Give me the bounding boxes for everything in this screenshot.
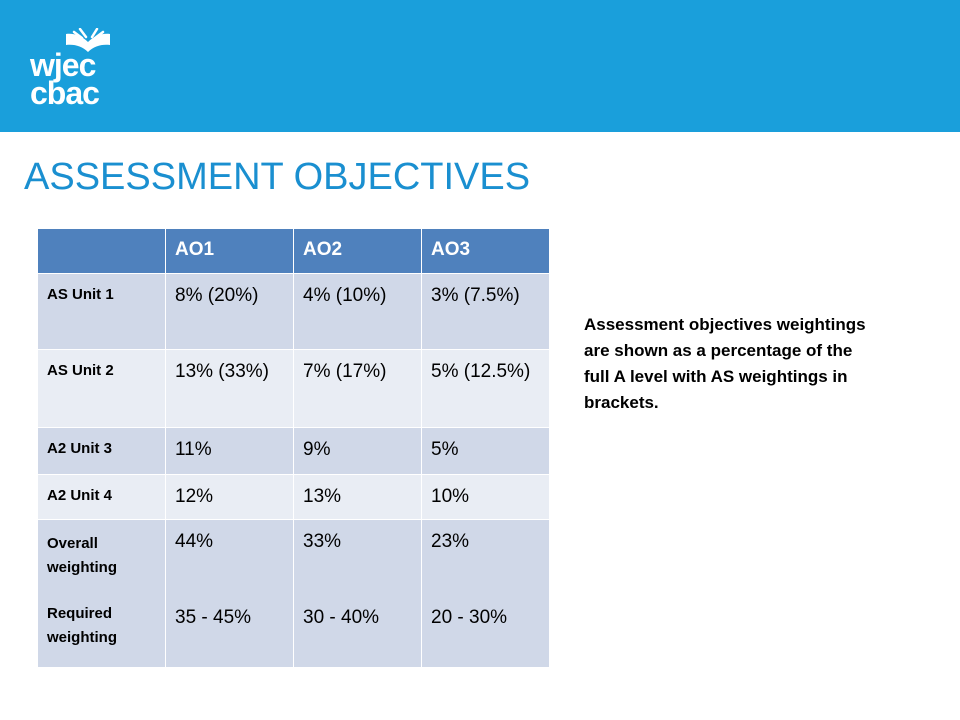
table-row <box>38 475 550 520</box>
row-label: A2 Unit 3 <box>38 428 166 475</box>
table-cell: 7% (17%) <box>294 350 422 428</box>
table-row <box>38 274 550 350</box>
header-cell-ao2: AO2 <box>294 229 422 274</box>
table-cell: 8% (20%) <box>166 274 294 350</box>
table-cell: 10% <box>422 475 550 520</box>
overall-weighting-label: Overall weighting <box>47 535 117 576</box>
required-value-ao2: 30 - 40% <box>303 607 380 628</box>
overall-value-ao3: 23% <box>431 531 470 552</box>
table-cell: 13% <box>294 475 422 520</box>
table-cell: 4% (10%) <box>294 274 422 350</box>
table-row-weighting <box>38 520 550 668</box>
header-banner <box>0 0 960 132</box>
table-cell: 9% <box>294 428 422 475</box>
wjec-cbac-logo <box>30 28 120 112</box>
assessment-objectives-table <box>37 228 550 668</box>
header-cell-ao1: AO1 <box>166 229 294 274</box>
weightings-note: Assessment objectives weightings are shown as a percentage of the full A level with AS weightings in brackets. <box>584 315 866 412</box>
header-cell-ao3: AO3 <box>422 229 550 274</box>
overall-value-ao2: 33% <box>303 531 342 552</box>
table-row <box>38 350 550 428</box>
required-weighting-label: Required weighting <box>47 605 117 646</box>
table-cell: 13% (33%) <box>166 350 294 428</box>
table-row <box>38 428 550 475</box>
table-cell: 5% (12.5%) <box>422 350 550 428</box>
required-value-ao1: 35 - 45% <box>175 607 252 628</box>
logo-line-2: cbac <box>30 75 99 111</box>
table-cell: 12% <box>166 475 294 520</box>
table-cell: 11% <box>166 428 294 475</box>
row-label: A2 Unit 4 <box>38 475 166 520</box>
row-label: AS Unit 2 <box>38 350 166 428</box>
logo-line-1: wjec <box>30 47 96 83</box>
table-cell: 5% <box>422 428 550 475</box>
header-cell-blank <box>38 229 166 274</box>
required-value-ao3: 20 - 30% <box>431 607 508 628</box>
table-cell: 3% (7.5%) <box>422 274 550 350</box>
table-header-row <box>38 229 550 274</box>
row-label: AS Unit 1 <box>38 274 166 350</box>
page-title: ASSESSMENT OBJECTIVES <box>24 156 531 198</box>
overall-value-ao1: 44% <box>175 531 214 552</box>
